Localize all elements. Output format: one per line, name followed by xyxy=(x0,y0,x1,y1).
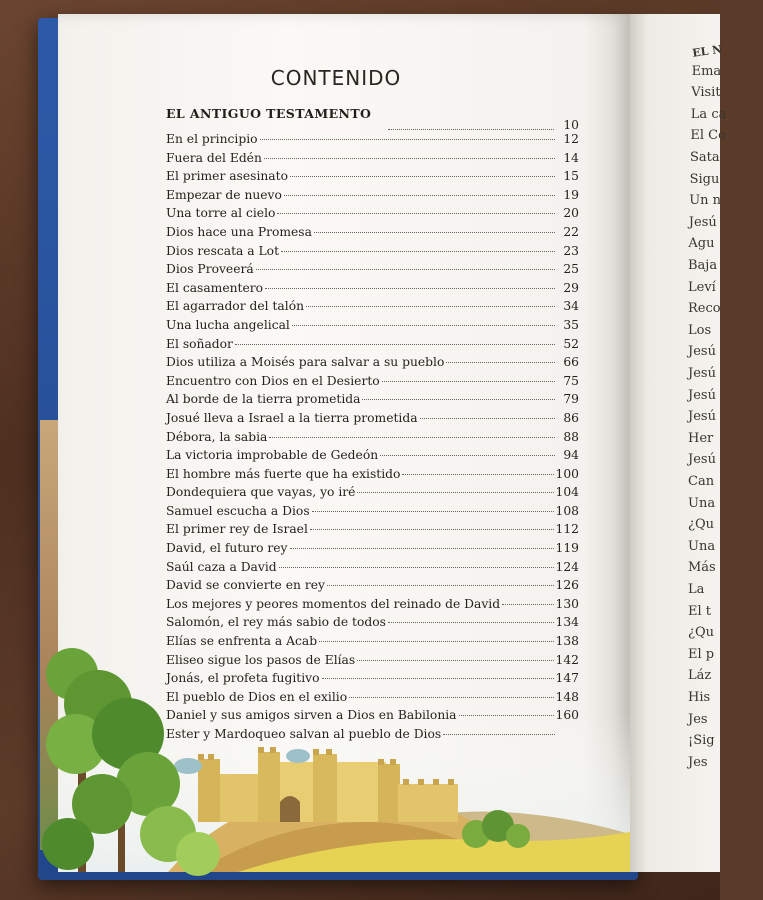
toc-entry-page: 126 xyxy=(555,578,579,593)
toc-entry-title: El primer rey de Israel xyxy=(166,522,308,537)
toc-entry xyxy=(166,690,579,709)
toc-entry xyxy=(166,337,579,356)
toc-entry-page: 88 xyxy=(563,429,579,444)
toc-entry-page: 148 xyxy=(555,689,579,704)
toc-entry-title: El primer asesinato xyxy=(166,169,288,184)
facing-page-text-fragment: Jes xyxy=(688,711,708,727)
toc-entry-page: 23 xyxy=(563,243,579,258)
facing-page-text-fragment: Her xyxy=(688,430,714,446)
toc-entry-page: 160 xyxy=(555,708,579,723)
facing-page-text-fragment: El Co xyxy=(690,128,726,144)
toc-entry-page: 34 xyxy=(563,299,579,314)
toc-entry-page: 86 xyxy=(563,410,579,425)
toc-entry-page: 100 xyxy=(555,466,579,481)
leader-dots xyxy=(235,344,555,345)
leader-dots xyxy=(310,529,554,530)
toc-entry xyxy=(166,448,579,467)
contents-page xyxy=(58,14,630,872)
leader-dots xyxy=(281,251,555,252)
toc-entry-title: David, el futuro rey xyxy=(166,541,288,556)
facing-page-text-fragment: Láz xyxy=(688,668,712,684)
leader-dots xyxy=(357,660,553,661)
toc-entry-title: Elías se enfrenta a Acab xyxy=(166,634,318,649)
facing-page-text-fragment: Los xyxy=(688,322,712,338)
facing-page xyxy=(630,14,727,872)
leader-dots xyxy=(443,734,555,735)
toc-entry xyxy=(166,151,579,170)
leader-dots xyxy=(502,604,553,605)
toc-entry-title: Samuel escucha a Dios xyxy=(166,503,310,518)
leader-dots xyxy=(290,176,555,177)
toc-entry-page: 15 xyxy=(563,169,579,184)
toc-entry-title: Dios hace una Promesa xyxy=(166,224,312,239)
toc-entry-title: La victoria improbable de Gedeón xyxy=(166,448,379,463)
toc-entry xyxy=(166,392,579,411)
toc-entry-title: El agarrador del talón xyxy=(166,299,305,314)
toc-entry xyxy=(166,430,579,449)
toc-entry xyxy=(166,299,579,318)
toc-entry-page: 75 xyxy=(563,373,579,388)
toc-entry-title: Débora, la sabia xyxy=(166,429,268,444)
leader-dots xyxy=(279,567,554,568)
toc-entry xyxy=(166,597,579,616)
toc-entry-title: Encuentro con Dios en el Desierto xyxy=(166,373,380,388)
toc-entry-title: Dondequiera que vayas, yo iré xyxy=(166,485,356,500)
page-title: CONTENIDO xyxy=(270,66,402,90)
toc-entry xyxy=(166,188,579,207)
toc-entry-title: Al borde de la tierra prometida xyxy=(166,392,361,407)
facing-page-text-fragment: El p xyxy=(688,646,715,662)
facing-page-text-fragment: Jesú xyxy=(688,387,716,403)
facing-page-text-fragment: EL N xyxy=(691,42,723,60)
toc-entry xyxy=(166,653,579,672)
toc-entry xyxy=(166,671,579,690)
toc-entry-page: 94 xyxy=(563,448,579,463)
toc-entry-page: 130 xyxy=(555,596,579,611)
toc-entry xyxy=(166,467,579,486)
leader-dots xyxy=(446,362,555,363)
toc-entry-title: Ester y Mardoqueo salvan al pueblo de Dios xyxy=(166,727,442,741)
leader-dots xyxy=(322,678,554,679)
leader-dots xyxy=(260,139,555,140)
section-heading: EL ANTIGUO TESTAMENTO xyxy=(166,106,372,121)
toc-entry-title: Josué lleva a Israel a la tierra prometida xyxy=(166,410,418,425)
facing-page-text-fragment: Jesú xyxy=(688,452,716,468)
toc-entry-title: Dios Proveerá xyxy=(166,262,254,277)
leader-dots xyxy=(380,455,555,456)
leader-dots xyxy=(314,232,555,233)
facing-page-text-fragment: Reco xyxy=(688,301,721,317)
toc-entry-title: El hombre más fuerte que ha existido xyxy=(166,466,401,481)
toc-entry xyxy=(166,708,579,727)
toc-entry-title: Saúl caza a David xyxy=(166,559,277,574)
facing-page-text-fragment: Una xyxy=(688,538,716,554)
toc-entry-title: Una torre al cielo xyxy=(166,206,276,221)
toc-entry-page: 25 xyxy=(563,262,579,277)
toc-entry xyxy=(166,727,579,746)
leader-dots xyxy=(327,585,554,586)
toc-entry-title: En el principio xyxy=(166,132,258,146)
toc-entry-title: Dios utiliza a Moisés para salvar a su pueblo xyxy=(166,355,445,370)
toc-entry-page: 14 xyxy=(563,150,579,165)
toc-entry xyxy=(166,615,579,634)
leader-dots xyxy=(382,381,555,382)
toc-entry-page: 134 xyxy=(555,615,579,630)
toc-entry-title: Dios rescata a Lot xyxy=(166,243,280,258)
toc-entry-page: 124 xyxy=(555,559,579,574)
toc-entry xyxy=(166,281,579,300)
leader-dots xyxy=(420,418,555,419)
toc-entry-title: Fuera del Edén xyxy=(166,150,262,165)
facing-page-text-fragment: Jesú xyxy=(688,366,716,381)
toc-entry-page: 119 xyxy=(555,541,579,556)
toc-entry xyxy=(166,355,579,374)
toc-entry-page: 79 xyxy=(563,392,579,407)
toc-entry-title: El soñador xyxy=(166,336,233,351)
facing-page-text-fragment: Ema xyxy=(691,63,722,79)
toc-entry-title: Daniel y sus amigos sirven a Dios en Babilonia xyxy=(166,708,457,723)
toc-entry xyxy=(166,262,579,281)
facing-page-text-fragment: Can xyxy=(688,474,715,489)
toc-entry xyxy=(166,318,579,337)
facing-page-text-fragment: His xyxy=(688,690,711,705)
leader-dots xyxy=(362,399,555,400)
toc-entry xyxy=(166,522,579,541)
leader-dots xyxy=(402,474,553,475)
toc-entry-title: El pueblo de Dios en el exilio xyxy=(166,689,348,704)
toc-entry xyxy=(166,560,579,579)
toc-entry xyxy=(166,541,579,560)
toc-entry-title: Jonás, el profeta fugitivo xyxy=(166,671,320,686)
leader-dots xyxy=(312,511,554,512)
facing-page-text-fragment: Baja xyxy=(688,258,718,273)
toc-entry xyxy=(166,225,579,244)
leader-dots xyxy=(388,622,554,623)
toc-entry xyxy=(166,485,579,504)
toc-entry xyxy=(166,411,579,430)
facing-page-text-fragment: ¿Qu xyxy=(688,625,714,641)
toc-entry-page: 138 xyxy=(555,634,579,649)
facing-page-text-fragment: Jesú xyxy=(688,214,717,230)
toc-entry-page: 29 xyxy=(563,280,579,295)
leader-dots xyxy=(319,641,553,642)
toc-entry-page: 20 xyxy=(563,206,579,221)
toc-entry xyxy=(166,169,579,188)
leader-dots xyxy=(349,697,553,698)
leader-dots xyxy=(265,288,555,289)
toc-entry xyxy=(166,132,579,151)
facing-page-text-fragment: La xyxy=(688,582,705,597)
toc-entry-page: 104 xyxy=(555,485,579,500)
toc-entry xyxy=(166,206,579,225)
toc-entry xyxy=(166,634,579,653)
toc-entry xyxy=(166,374,579,393)
toc-entry-title: David se convierte en rey xyxy=(166,578,325,593)
toc-entry-page: 142 xyxy=(555,652,579,667)
facing-page-text-fragment: Agu xyxy=(688,236,715,252)
toc-entry-title: Empezar de nuevo xyxy=(166,187,282,202)
toc-entry-page: 35 xyxy=(563,317,579,332)
toc-entry-page: 66 xyxy=(563,355,579,370)
section-page-number: 10 xyxy=(563,118,579,132)
facing-page-text-fragment: Jes xyxy=(688,754,708,770)
leader-dots xyxy=(277,213,555,214)
toc-entry-page: 112 xyxy=(555,522,579,537)
facing-page-text-fragment: Visit xyxy=(691,85,721,101)
leader-dots xyxy=(357,492,553,493)
leader-dots xyxy=(264,158,555,159)
table-of-contents xyxy=(166,118,579,746)
toc-entry xyxy=(166,504,579,523)
facing-page-text-fragment: Jesú xyxy=(688,409,716,425)
leader-dots xyxy=(256,269,555,270)
facing-page-text-fragment: Jesú xyxy=(688,344,716,360)
toc-entry-page: 108 xyxy=(555,503,579,518)
toc-entry xyxy=(166,244,579,263)
leader-dots xyxy=(292,325,555,326)
facing-page-text-fragment: Sigu xyxy=(689,171,720,187)
leader-dots xyxy=(284,195,555,196)
facing-page-text-fragment: Una xyxy=(688,495,716,511)
toc-entry-title: El casamentero xyxy=(166,280,264,295)
leader-dots xyxy=(306,306,555,307)
facing-page-text-fragment: Sata xyxy=(690,150,720,165)
facing-page-text-fragment: Un n xyxy=(689,193,722,209)
facing-page-text-fragment: Más xyxy=(688,560,716,576)
facing-page-text-fragment: ¡Sig xyxy=(688,733,715,749)
facing-page-text-fragment: La ca xyxy=(690,106,727,122)
leader-dots xyxy=(269,437,555,438)
toc-entry xyxy=(166,578,579,597)
toc-entry-page: 147 xyxy=(555,671,579,686)
facing-page-text-fragment: ¿Qu xyxy=(688,517,714,533)
leader-dots xyxy=(290,548,554,549)
toc-entry-title: Una lucha angelical xyxy=(166,317,290,332)
toc-entry-page: 19 xyxy=(563,187,579,202)
leader-dots xyxy=(459,715,554,716)
toc-entry-title: Los mejores y peores momentos del reinado de David xyxy=(166,596,501,611)
facing-page-text-fragment: El t xyxy=(688,603,712,619)
toc-entry-title: Eliseo sigue los pasos de Elías xyxy=(166,652,356,667)
toc-entry-page: 22 xyxy=(563,224,579,239)
toc-entry-page: 52 xyxy=(563,336,579,351)
toc-entry-page: 12 xyxy=(563,132,579,146)
toc-entry-title: Salomón, el rey más sabio de todos xyxy=(166,615,386,630)
facing-page-text-fragment: Leví xyxy=(688,279,716,295)
